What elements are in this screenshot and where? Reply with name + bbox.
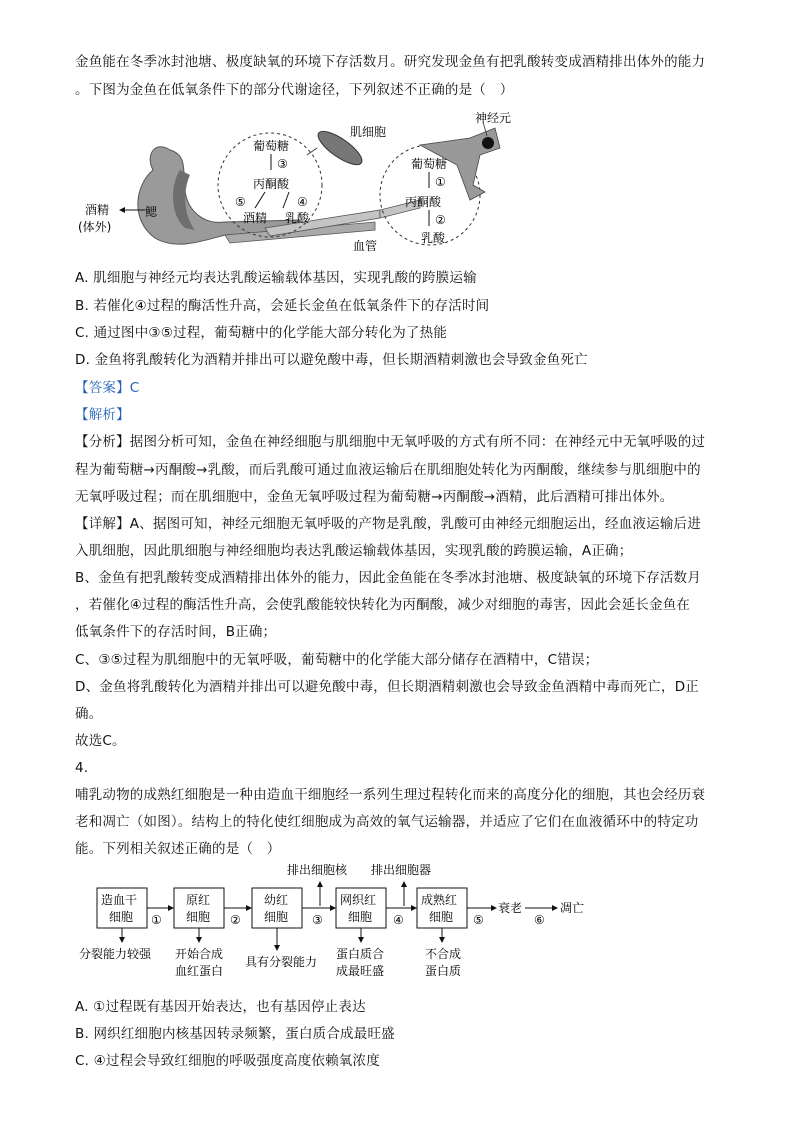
- box-pro-l1: 原红: [186, 893, 211, 907]
- gill-label: 鳃: [145, 205, 158, 219]
- box-ret-l2: 细胞: [348, 910, 373, 924]
- q3-analysis-tag: 【解析】: [75, 407, 130, 423]
- q3-analysis-line-3: 无氧呼吸过程；而在肌细胞中，金鱼无氧呼吸过程为葡萄糖→丙酮酸→酒精，此后酒精可排出体外。: [75, 489, 674, 505]
- q3-detail-line-4: ，若催化④过程的酶活性升高，会使乳酸能较快转化为丙酮酸，减少对细胞的毒害，因此会延长金鱼在: [75, 597, 691, 613]
- q3-option-b: B. 若催化④过程的酶活性升高，会延长金鱼在低氧条件下的存活时间: [75, 298, 490, 314]
- q3-detail-line-2: 入肌细胞，因此肌细胞与神经细胞均表达乳酸运输载体基因，实现乳酸的跨膜运输，A正确；: [75, 543, 633, 559]
- q4-stem-line-1: 哺乳动物的成熟红细胞是一种由造血干细胞经一系列生理过程转化而来的高度分化的细胞，其也会经历衰: [75, 787, 706, 803]
- step4-label: ④: [393, 913, 404, 927]
- q4-option-c: C. ④过程会导致红细胞的呼吸强度高度依赖氧浓度: [75, 1053, 380, 1069]
- note-mat-l1: 不合成: [425, 947, 462, 961]
- blood-vessel-label: 血管: [353, 239, 378, 253]
- muscle-pyruvate: 丙酮酸: [253, 177, 290, 191]
- neuron-nucleus: [482, 137, 494, 149]
- muscle-arrow-5: [255, 192, 265, 208]
- q3-option-a: A. 肌细胞与神经元均表达乳酸运输载体基因，实现乳酸的跨膜运输: [75, 270, 477, 286]
- q3-option-c: C. 通过图中③⑤过程，葡萄糖中的化学能大部分转化为了热能: [75, 325, 448, 341]
- q3-detail-line-1: 【详解】A、据图可知，神经元细胞无氧呼吸的产物是乳酸，乳酸可由神经元细胞运出，经血液运输后进: [75, 516, 701, 532]
- ethanol-out-arrowhead: [119, 207, 125, 213]
- q3-detail-line-3: B、金鱼有把乳酸转变成酒精排出体外的能力，因此金鱼能在冬季冰封池塘、极度缺氧的环境下存活数月: [75, 570, 701, 586]
- q4-number: 4.: [75, 760, 89, 776]
- muscle-glucose: 葡萄糖: [253, 139, 290, 153]
- nerve-step2: ②: [435, 213, 446, 227]
- neuron-label: 神经元: [475, 111, 512, 125]
- ethanol-out-label: 酒精: [85, 203, 110, 217]
- note-ret-l1: 蛋白质合: [336, 947, 385, 961]
- step3-label: ③: [312, 913, 323, 927]
- q3-detail-line-7: D、金鱼将乳酸转化为酒精并排出可以避免酸中毒，但长期酒精刺激也会导致金鱼酒精中毒而死亡，D正: [75, 679, 699, 695]
- muscle-step3: ③: [277, 157, 288, 171]
- box-hsc-l2: 细胞: [109, 910, 134, 924]
- label-expel-organelles: 排出细胞器: [371, 863, 432, 877]
- step5-label: ⑤: [473, 913, 484, 927]
- q3-detail-line-6: C、③⑤过程为肌细胞中的无氧呼吸，葡萄糖中的化学能大部分储存在酒精中，C错误；: [75, 652, 599, 668]
- q3-analysis-line-1: 【分析】据图分析可知，金鱼在神经细胞与肌细胞中无氧呼吸的方式有所不同：在神经元中无氧呼吸的过: [75, 434, 706, 450]
- muscle-step5: ⑤: [235, 195, 246, 209]
- q3-stem-line-2: 。下图为金鱼在低氧条件下的部分代谢途径，下列叙述不正确的是（ ）: [75, 82, 514, 98]
- box-mat-l1: 成熟红: [421, 893, 458, 907]
- label-expel-nucleus: 排出细胞核: [287, 863, 348, 877]
- nerve-lactate: 乳酸: [421, 231, 446, 245]
- q3-answer-tag: 【答案】C: [75, 380, 140, 396]
- muscle-cell-label: 肌细胞: [350, 125, 387, 139]
- q3-detail-line-5: 低氧条件下的存活时间，B正确；: [75, 624, 277, 640]
- nerve-step1: ①: [435, 175, 446, 189]
- aging-label: 衰老: [498, 901, 523, 915]
- muscle-arrow-4: [283, 192, 289, 208]
- box-ery-l2: 细胞: [264, 910, 289, 924]
- box-ret-l1: 网织红: [340, 893, 377, 907]
- q4-option-a: A. ①过程既有基因开始表达，也有基因停止表达: [75, 999, 366, 1015]
- muscle-step4: ④: [297, 195, 308, 209]
- q4-stem-line-3: 能。下列相关叙述正确的是（ ）: [75, 841, 281, 857]
- goldfish-metabolism-figure: [75, 110, 535, 260]
- q3-option-d: D. 金鱼将乳酸转化为酒精并排出可以避免酸中毒，但长期酒精刺激也会导致金鱼死亡: [75, 352, 588, 368]
- note-ery: 具有分裂能力: [245, 955, 318, 969]
- note-pro-l1: 开始合成: [175, 947, 224, 961]
- step6-label: ⑥: [534, 913, 545, 927]
- step1-label: ①: [151, 913, 162, 927]
- box-mat-l2: 细胞: [429, 910, 454, 924]
- note-mat-l2: 蛋白质: [425, 964, 462, 978]
- note-ret-l2: 成最旺盛: [336, 964, 385, 978]
- box-hsc-l1: 造血干: [101, 893, 138, 907]
- step2-label: ②: [230, 913, 241, 927]
- nerve-pyruvate: 丙酮酸: [405, 195, 442, 209]
- q4-option-b: B. 网织红细胞内核基因转录频繁，蛋白质合成最旺盛: [75, 1026, 395, 1042]
- ethanol-out-sub-label: (体外): [78, 220, 112, 234]
- box-ery-l1: 幼红: [264, 893, 289, 907]
- note-hsc: 分裂能力较强: [79, 947, 152, 961]
- nerve-glucose: 葡萄糖: [411, 157, 448, 171]
- q3-analysis-line-2: 程为葡萄糖→丙酮酸→乳酸，而后乳酸可通过血液运输后在肌细胞处转化为丙酮酸，继续参与肌细胞中的: [75, 462, 701, 478]
- muscle-lactate: 乳酸: [285, 211, 310, 225]
- muscle-cell-pointer: [307, 148, 317, 155]
- q4-stem-line-2: 老和凋亡（如图）。结构上的特化使红细胞成为高效的氧气运输器，并适应了它们在血液循环中的特定功: [75, 814, 699, 830]
- rbc-development-figure: [75, 858, 645, 993]
- death-label: 凋亡: [560, 901, 585, 915]
- q3-detail-line-8: 确。: [75, 706, 103, 722]
- q3-stem-line-1: 金鱼能在冬季冰封池塘、极度缺氧的环境下存活数月。研究发现金鱼有把乳酸转变成酒精排出体外的能力: [75, 54, 706, 70]
- muscle-ethanol: 酒精: [243, 211, 268, 225]
- q3-conclusion: 故选C。: [75, 733, 126, 749]
- box-pro-l2: 细胞: [186, 910, 211, 924]
- note-pro-l2: 血红蛋白: [175, 964, 224, 978]
